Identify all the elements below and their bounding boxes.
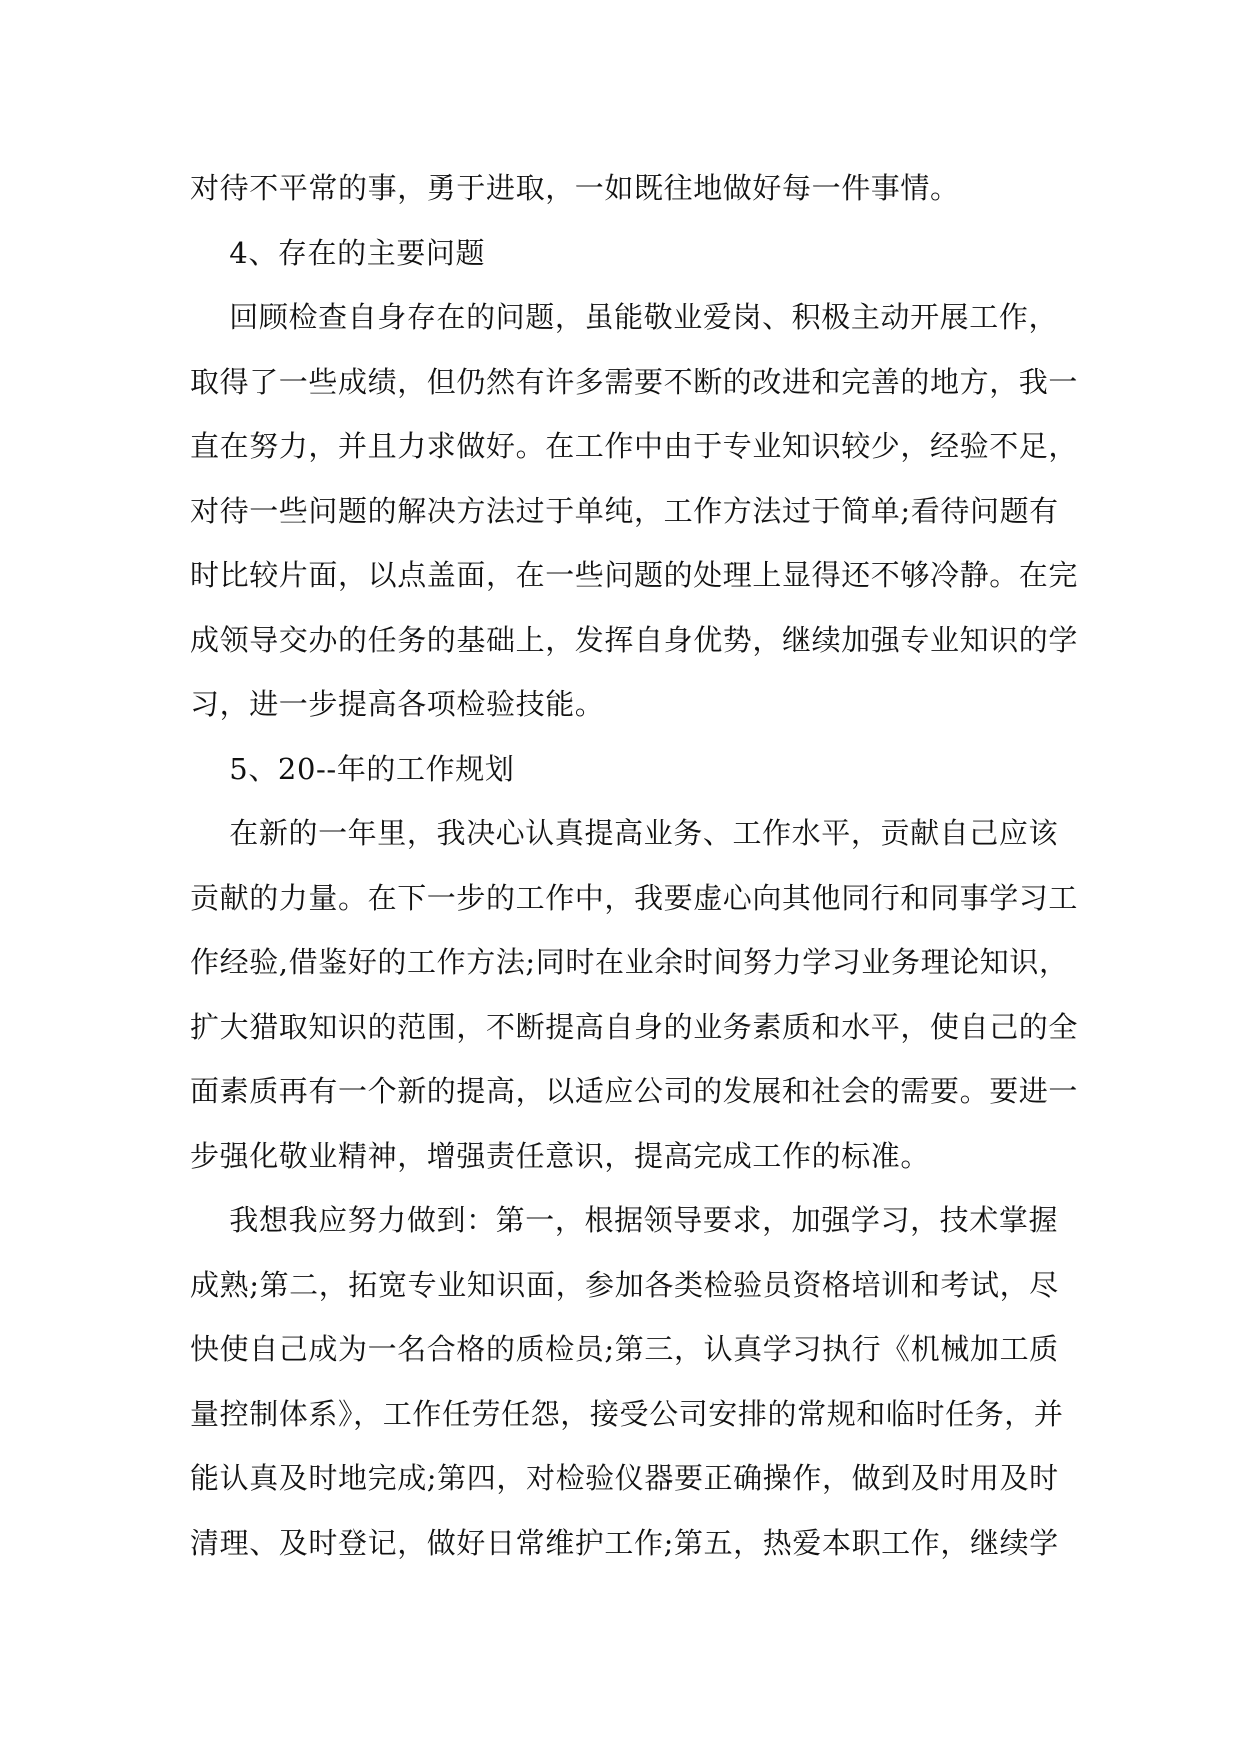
text-line: 对待一些问题的解决方法过于单纯，工作方法过于简单;看待问题有 xyxy=(190,493,1059,528)
text-line: 贡献的力量。在下一步的工作中，我要虚心向其他同行和同事学习工 xyxy=(190,880,1079,915)
text-line: 我想我应努力做到：第一，根据领导要求，加强学习，技术掌握 xyxy=(190,1203,1059,1237)
section-heading: 5、20--年的工作规划 xyxy=(190,751,515,786)
document-body xyxy=(190,156,1079,1575)
text-line: 作经验,借鉴好的工作方法;同时在业余时间努力学习业务理论知识， xyxy=(190,945,1069,979)
text-line: 直在努力，并且力求做好。在工作中由于专业知识较少，经验不足， xyxy=(190,429,1079,463)
text-line: 量控制体系》，工作任劳任怨，接受公司安排的常规和临时任务，并 xyxy=(190,1396,1064,1431)
text-line: 清理、及时登记，做好日常维护工作;第五，热爱本职工作，继续学 xyxy=(190,1525,1059,1560)
text-line: 在新的一年里，我决心认真提高业务、工作水平，贡献自己应该 xyxy=(190,816,1059,850)
text-line: 能认真及时地完成;第四，对检验仪器要正确操作，做到及时用及时 xyxy=(190,1461,1059,1495)
text-line: 面素质再有一个新的提高，以适应公司的发展和社会的需要。要进一 xyxy=(190,1074,1079,1108)
text-line: 扩大猎取知识的范围，不断提高自身的业务素质和水平，使自己的全 xyxy=(190,1009,1079,1044)
text-line: 对待不平常的事，勇于进取，一如既往地做好每一件事情。 xyxy=(190,171,960,205)
text-line: 成领导交办的任务的基础上，发挥自身优势，继续加强专业知识的学 xyxy=(190,622,1079,657)
section-heading: 4、存在的主要问题 xyxy=(190,235,486,270)
text-line: 习，进一步提高各项检验技能。 xyxy=(190,687,605,721)
text-line: 回顾检查自身存在的问题，虽能敬业爱岗、积极主动开展工作， xyxy=(190,300,1059,334)
text-line: 快使自己成为一名合格的质检员;第三，认真学习执行《机械加工质 xyxy=(190,1332,1059,1366)
text-line: 步强化敬业精神，增强责任意识，提高完成工作的标准。 xyxy=(190,1138,931,1173)
text-line: 成熟;第二，拓宽专业知识面，参加各类检验员资格培训和考试，尽 xyxy=(190,1267,1059,1302)
text-line: 取得了一些成绩，但仍然有许多需要不断的改进和完善的地方，我一 xyxy=(190,364,1079,399)
text-line: 时比较片面，以点盖面，在一些问题的处理上显得还不够冷静。在完 xyxy=(190,558,1079,592)
